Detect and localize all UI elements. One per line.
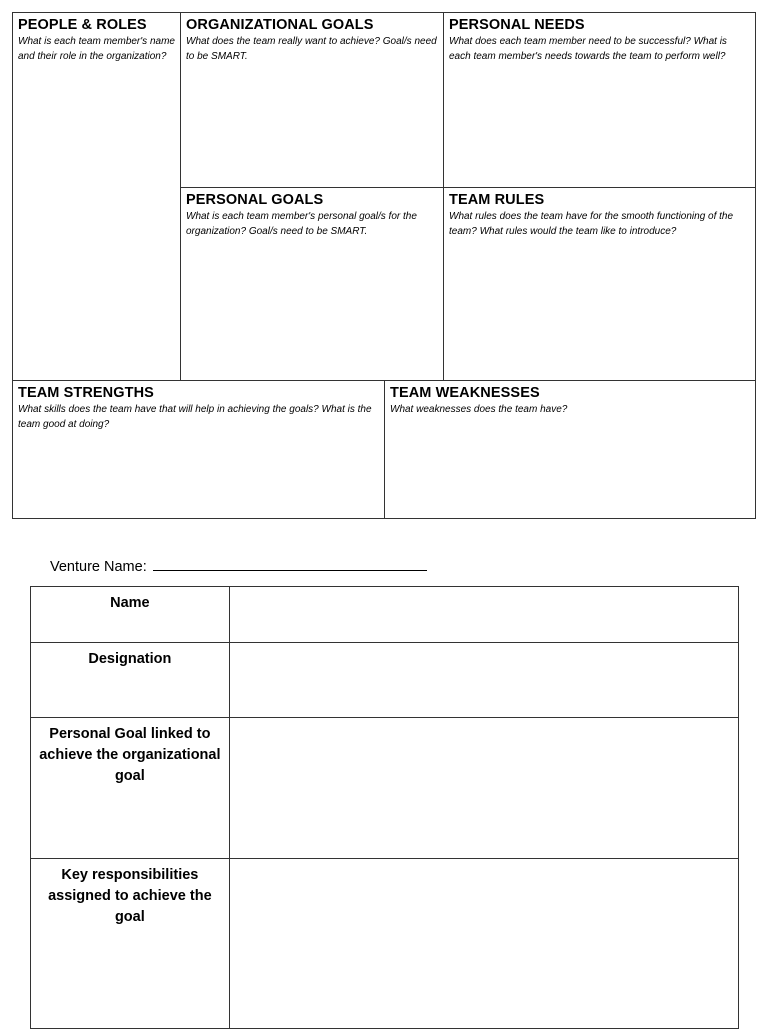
- organizational-goals-section[interactable]: [181, 13, 443, 187]
- venture-name-label: Venture Name:: [50, 559, 147, 575]
- table-row: [31, 587, 739, 643]
- people-roles-section[interactable]: [13, 13, 180, 380]
- personal-goal-value-field[interactable]: [229, 718, 738, 859]
- personal-needs-description: What does each team member need to be successful? What is each team member's needs towards the team to perform well?: [449, 36, 727, 62]
- personal-needs-title: PERSONAL NEEDS: [449, 17, 585, 33]
- team-strengths-section[interactable]: [13, 381, 384, 518]
- table-row: [31, 643, 739, 718]
- personal-goals-title: PERSONAL GOALS: [186, 192, 324, 208]
- people-roles-title: PEOPLE & ROLES: [18, 17, 147, 33]
- team-weaknesses-description: What weaknesses does the team have?: [390, 404, 568, 415]
- name-value-field[interactable]: [229, 587, 738, 643]
- key-responsibilities-value-field[interactable]: [229, 859, 738, 1029]
- team-rules-title: TEAM RULES: [449, 192, 545, 208]
- venture-name-field[interactable]: [153, 556, 427, 571]
- people-roles-description: What is each team member's name and their role in the organization?: [18, 36, 175, 62]
- team-canvas: [12, 12, 756, 519]
- organizational-goals-title: ORGANIZATIONAL GOALS: [186, 17, 374, 33]
- personal-goals-description: What is each team member's personal goal/s for the organization? Goal/s need to be SMART.: [186, 211, 417, 237]
- designation-label: Designation: [31, 643, 230, 718]
- team-strengths-title: TEAM STRENGTHS: [18, 385, 154, 401]
- team-rules-section[interactable]: [444, 188, 756, 380]
- key-responsibilities-label: Key responsibilities assigned to achieve the goal: [31, 859, 230, 1029]
- designation-value-field[interactable]: [229, 643, 738, 718]
- name-label: Name: [31, 587, 230, 643]
- team-rules-description: What rules does the team have for the smooth functioning of the team? What rules would the team like to introduce?: [449, 211, 734, 237]
- table-row: [31, 859, 739, 1029]
- member-table: [30, 586, 739, 1029]
- organizational-goals-description: What does the team really want to achieve? Goal/s need to be SMART.: [186, 36, 437, 62]
- personal-goals-section[interactable]: [181, 188, 443, 380]
- team-weaknesses-section[interactable]: [385, 381, 756, 518]
- team-weaknesses-title: TEAM WEAKNESSES: [390, 385, 540, 401]
- venture-name-row: [50, 556, 427, 576]
- table-row: [31, 718, 739, 859]
- personal-needs-section[interactable]: [444, 13, 756, 187]
- team-strengths-description: What skills does the team have that will help in achieving the goals? What is the team good at doing?: [18, 404, 372, 430]
- personal-goal-label: Personal Goal linked to achieve the organizational goal: [31, 718, 230, 859]
